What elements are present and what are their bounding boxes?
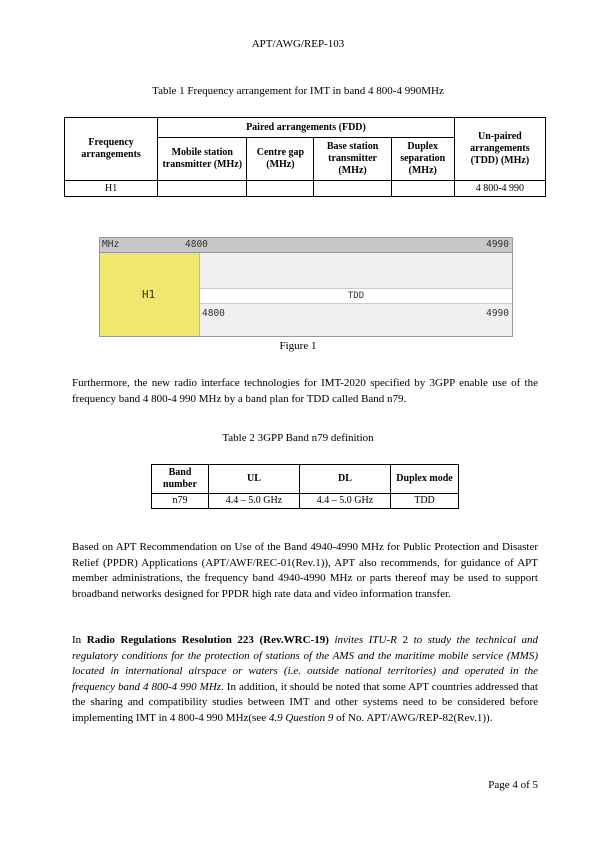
band-plan-figure bbox=[99, 237, 513, 337]
resolution-reference: Radio Regulations Resolution 223 (Rev.WRC-19) bbox=[86, 634, 329, 646]
paragraph-ppdr: Based on APT Recommendation on Use of the Band 4940-4990 MHz for Public Protection and Disaster Relief (PPDR) Applications (APT/AWF/REC-01(Rev.1)), APT also recommends, for guidance of APT member administrations, the frequency band 4940-4990 MHz or parts thereof may be used to support broadband networks designed for PPDR high rate data and video information transfer. bbox=[72, 541, 538, 600]
header-unpaired-arrangements: Un-paired arrangements (TDD) (MHz) bbox=[454, 118, 545, 181]
header-centre-gap: Centre gap (MHz) bbox=[247, 138, 314, 181]
question-reference: 4.9 Question 9 bbox=[268, 711, 334, 724]
tdd-band-label: TDD bbox=[200, 289, 512, 304]
text-run: 2 bbox=[402, 634, 408, 646]
header-duplex-separation: Duplex separation (MHz) bbox=[391, 138, 454, 181]
header-paired-arrangements: Paired arrangements (FDD) bbox=[158, 118, 455, 138]
text-run: . In addition, it should be noted that some APT countries addressed that the sharing and compatibility studies between IMT and other systems need to be considered before implementing IMT in 4 800-4 990 MHz(see bbox=[72, 680, 538, 724]
header-band-number: Band number bbox=[152, 465, 209, 494]
upper-band-area bbox=[200, 253, 512, 289]
cell-base bbox=[314, 181, 391, 197]
frequency-scale-bar bbox=[100, 238, 512, 253]
cell-gap bbox=[247, 181, 314, 197]
cell-unpaired: 4 800-4 990 bbox=[454, 181, 545, 197]
lower-band-area bbox=[200, 304, 512, 336]
table2-caption: Table 2 3GPP Band n79 definition bbox=[222, 432, 374, 444]
document-header: APT/AWG/REP-103 bbox=[251, 38, 345, 50]
cell-ul: 4.4 – 5.0 GHz bbox=[209, 494, 300, 509]
header-dl: DL bbox=[300, 465, 391, 494]
cell-duplex bbox=[391, 181, 454, 197]
text-run: In bbox=[72, 634, 87, 646]
header-frequency-arrangements: Frequency arrangements bbox=[65, 118, 158, 181]
table-row bbox=[65, 181, 546, 197]
cell-band: n79 bbox=[152, 494, 209, 509]
italic-run: to study the technical and regulatory conditions for the protection of stations of the AMS and the maritime mobile service (MMS) located in international airspace or waters (i.e. outside national territories) and operated in the frequency band 4 800-4 990 MHz bbox=[72, 634, 539, 693]
scale-end-label: 4990 bbox=[486, 239, 509, 250]
page-number: Page 4 of 5 bbox=[488, 779, 538, 791]
h1-block bbox=[100, 253, 200, 336]
cell-mobile bbox=[158, 181, 247, 197]
unit-label: MHz bbox=[102, 239, 120, 250]
header-base-station: Base station transmitter (MHz) bbox=[314, 138, 391, 181]
cell-duplex-mode: TDD bbox=[391, 494, 459, 509]
frequency-arrangement-table bbox=[64, 117, 546, 197]
h1-label: H1 bbox=[142, 288, 156, 301]
figure-caption: Figure 1 bbox=[279, 340, 317, 352]
table-row bbox=[152, 494, 459, 509]
text-run: of No. APT/AWG/REP-82(Rev.1)). bbox=[333, 711, 493, 724]
lower-start-label: 4800 bbox=[202, 308, 225, 319]
scale-start-label: 4800 bbox=[185, 239, 208, 250]
paragraph-resolution-223 bbox=[72, 633, 538, 726]
header-duplex-mode: Duplex mode bbox=[391, 465, 459, 494]
paragraph-3gpp: Furthermore, the new radio interface technologies for IMT-2020 specified by 3GPP enable use of the frequency band 4 800-4 990 MHz by a band plan for TDD called Band n79. bbox=[72, 377, 538, 405]
band-n79-table bbox=[151, 464, 459, 509]
italic-run: invites ITU-R bbox=[328, 634, 403, 646]
header-ul: UL bbox=[209, 465, 300, 494]
cell-arrangement-name: H1 bbox=[65, 181, 158, 197]
table1-caption: Table 1 Frequency arrangement for IMT in band 4 800-4 990MHz bbox=[152, 85, 444, 97]
header-mobile-station: Mobile station transmitter (MHz) bbox=[158, 138, 247, 181]
cell-dl: 4.4 – 5.0 GHz bbox=[300, 494, 391, 509]
lower-end-label: 4990 bbox=[486, 308, 509, 319]
